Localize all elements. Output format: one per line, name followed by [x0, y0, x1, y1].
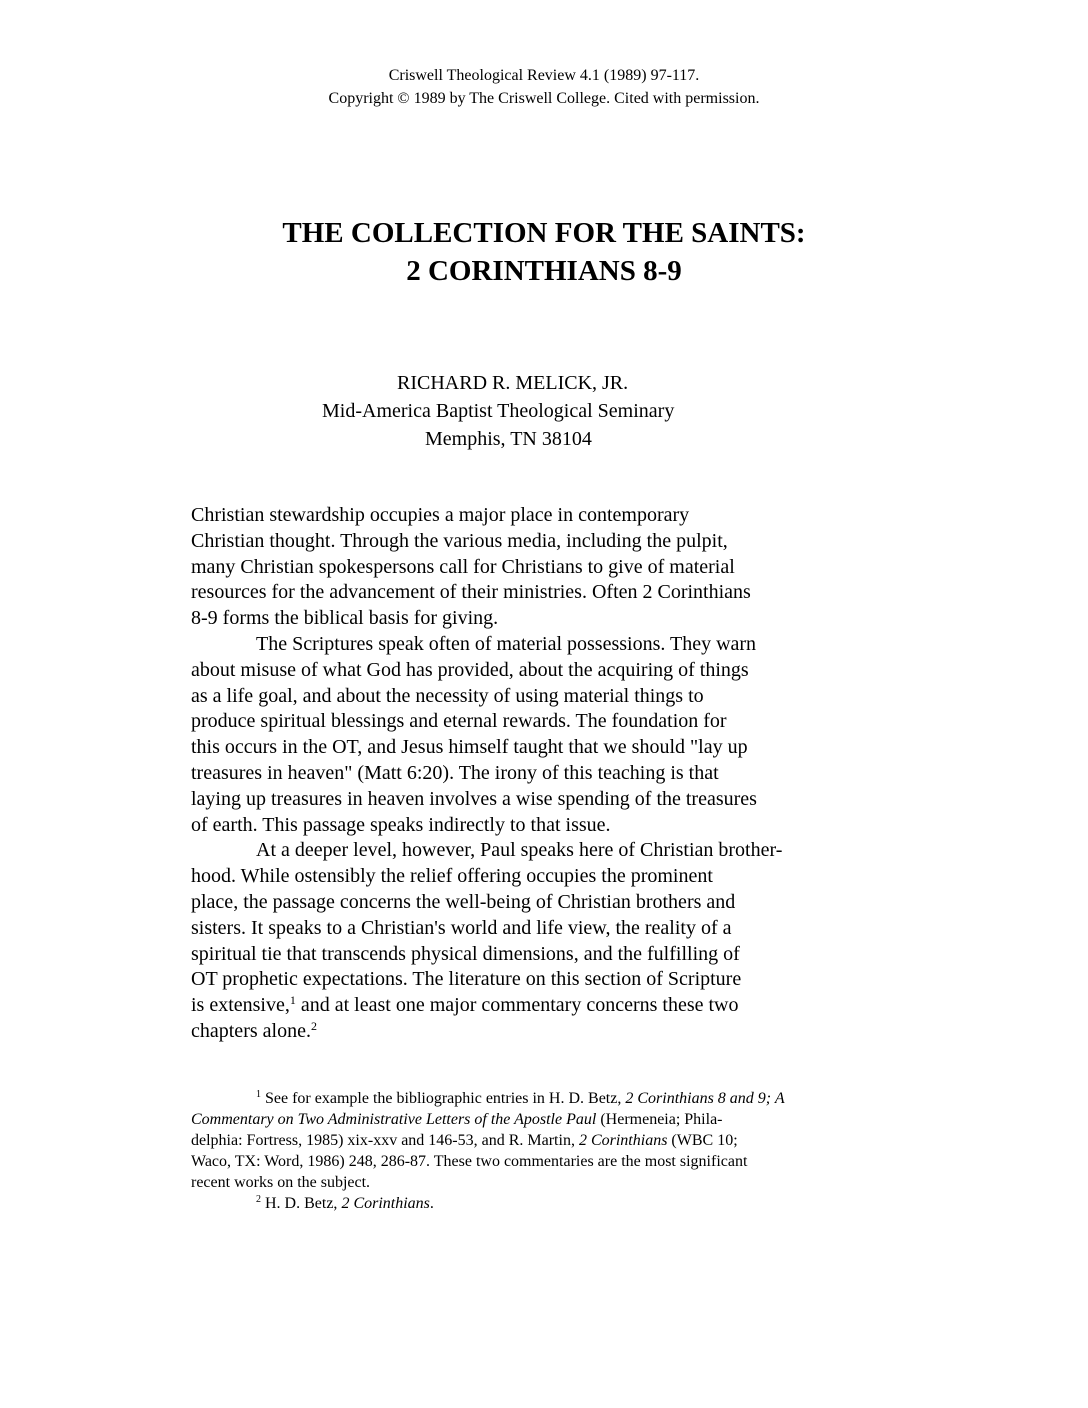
- footnotes: [191, 1088, 911, 1214]
- text-line: Christian stewardship occupies a major place in contemporary: [191, 504, 690, 526]
- footnote-line: recent works on the subject.: [191, 1174, 371, 1191]
- text-line: of earth. This passage speaks indirectly to that issue.: [191, 813, 611, 836]
- citation-line: Criswell Theological Review 4.1 (1989) 97-117.: [388, 67, 700, 84]
- title-line-1: THE COLLECTION FOR THE SAINTS:: [282, 217, 806, 249]
- footnote-line: [191, 1130, 911, 1151]
- article-title: [0, 214, 1088, 290]
- text-fragment: (WBC 10;: [667, 1132, 738, 1149]
- paragraph-2: [191, 632, 911, 838]
- text-line: as a life goal, and about the necessity of using material things to: [191, 684, 704, 707]
- article-body: [191, 503, 911, 1045]
- text-fragment: delphia: Fortress, 1985) xix-xxv and 146-53, and R. Martin,: [191, 1132, 579, 1149]
- book-title: 2 Corinthians: [341, 1195, 430, 1212]
- text-line: 8-9 forms the biblical basis for giving.: [191, 607, 499, 630]
- paragraph-1: [191, 503, 911, 632]
- text-fragment: .: [429, 1195, 434, 1212]
- text-line: resources for the advancement of their ministries. Often 2 Corinthians: [191, 581, 751, 604]
- footnote-line: [191, 1088, 911, 1109]
- text-fragment: and at least one major commentary concerns these two: [295, 994, 739, 1017]
- text-line: sisters. It speaks to a Christian's world and life view, the reality of a: [191, 916, 732, 939]
- citation-header: [0, 64, 1088, 110]
- footnote-ref-1[interactable]: 1: [289, 993, 296, 1008]
- text-line: [191, 1019, 911, 1045]
- text-fragment: H. D. Betz,: [261, 1195, 342, 1212]
- text-line: Christian thought. Through the various media, including the pulpit,: [191, 529, 728, 552]
- text-fragment: is extensive,: [191, 994, 290, 1017]
- text-fragment: chapters alone.: [191, 1019, 311, 1042]
- author-location: Memphis, TN 38104: [425, 428, 592, 450]
- footnote-line: Waco, TX: Word, 1986) 248, 286-87. These two commentaries are the most significant: [191, 1153, 748, 1170]
- footnote-line: [191, 1109, 911, 1130]
- text-line: OT prophetic expectations. The literature on this section of Scripture: [191, 968, 742, 991]
- text-line: this occurs in the OT, and Jesus himself taught that we should "lay up: [191, 736, 748, 759]
- text-line: laying up treasures in heaven involves a wise spending of the treasures: [191, 787, 757, 810]
- text-line: spiritual tie that transcends physical dimensions, and the fulfilling of: [191, 942, 740, 965]
- author-block: [0, 369, 1088, 453]
- footnote-marker: 2: [256, 1194, 261, 1205]
- footnote-line: [191, 1193, 911, 1214]
- text-line: place, the passage concerns the well-being of Christian brothers and: [191, 890, 736, 913]
- footnote-ref-2[interactable]: 2: [310, 1018, 317, 1033]
- book-title: 2 Corinthians 8 and 9; A: [625, 1090, 785, 1107]
- book-title: Commentary on Two Administrative Letters of the Apostle Paul: [191, 1111, 597, 1128]
- text-line: At a deeper level, however, Paul speaks here of Christian brother-: [256, 839, 783, 862]
- text-line: about misuse of what God has provided, about the acquiring of things: [191, 658, 749, 681]
- text-line: many Christian spokespersons call for Christians to give of material: [191, 555, 735, 578]
- footnote-marker: 1: [256, 1089, 261, 1100]
- copyright-line: Copyright © 1989 by The Criswell College. Cited with permission.: [328, 90, 760, 107]
- text-line: The Scriptures speak often of material possessions. They warn: [256, 632, 757, 655]
- book-title: 2 Corinthians: [578, 1132, 668, 1149]
- footnote-2: [191, 1193, 911, 1214]
- text-line: [191, 993, 911, 1019]
- footnote-1: [191, 1088, 911, 1193]
- text-line: produce spiritual blessings and eternal rewards. The foundation for: [191, 710, 727, 733]
- paragraph-3: [191, 838, 911, 1044]
- text-line: treasures in heaven" (Matt 6:20). The irony of this teaching is that: [191, 761, 719, 784]
- text-fragment: (Hermeneia; Phila-: [596, 1111, 723, 1128]
- title-line-2: 2 CORINTHIANS 8-9: [406, 255, 682, 287]
- text-fragment: See for example the bibliographic entries in H. D. Betz,: [261, 1090, 626, 1107]
- author-institution: Mid-America Baptist Theological Seminary: [322, 400, 675, 422]
- text-line: hood. While ostensibly the relief offering occupies the prominent: [191, 865, 713, 888]
- author-name: RICHARD R. MELICK, JR.: [397, 372, 629, 394]
